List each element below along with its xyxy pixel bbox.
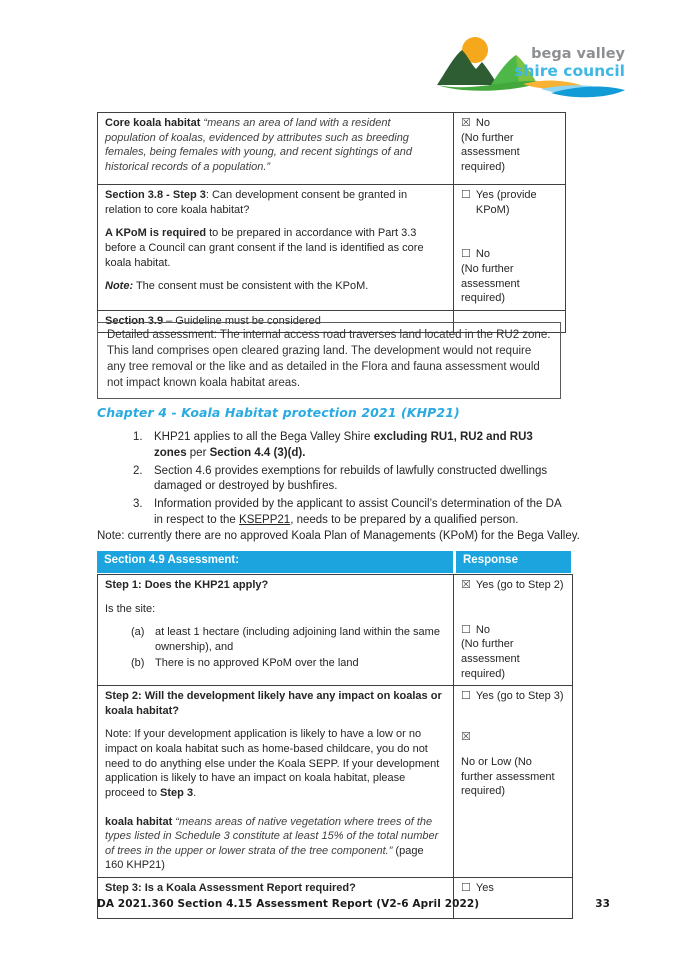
item1-mid: per	[186, 446, 210, 459]
item3-post: , needs to be prepared by a qualified person.	[290, 513, 519, 526]
list-number: 3.	[133, 498, 143, 510]
step1-question-cell	[98, 575, 454, 685]
response-option	[461, 247, 559, 262]
header-response-cell: Response	[456, 551, 571, 573]
page-footer	[97, 898, 610, 910]
response-label: Yes (go to Step 2)	[475, 579, 564, 591]
response-cell	[454, 185, 565, 310]
response-label: Yes (go to Step 3)	[475, 690, 564, 703]
note-bold: Note:	[105, 280, 134, 293]
footer-page-number: 33	[595, 898, 610, 910]
definition-paragraph	[105, 116, 444, 175]
response-label: No or Low (No further assessment required)	[461, 755, 555, 798]
question-paragraph	[105, 188, 444, 217]
section-bold: Section 3.9	[105, 314, 164, 327]
response-option	[461, 578, 566, 593]
checkbox-checked-icon: ☒	[461, 729, 471, 743]
chapter-4-list	[97, 430, 563, 531]
sub-item-b	[105, 656, 444, 671]
table-row-step2	[98, 685, 572, 877]
response-note: (No further assessment required)	[461, 262, 520, 305]
detailed-assessment-box	[97, 322, 561, 399]
response-cell	[454, 113, 565, 184]
note-rest: The consent must be consistent with the KPoM.	[133, 280, 369, 293]
response-option	[461, 623, 566, 638]
table-row	[98, 113, 565, 184]
checkbox-unchecked-icon: ☐	[461, 881, 471, 894]
step2-note-end: .	[193, 786, 197, 799]
list-item-text: Section 4.6 provides exemptions for rebuilds of lawfully constructed dwellings damaged or destroyed by bushfires.	[154, 464, 548, 493]
step1-intro: Is the site:	[105, 602, 156, 615]
sub-item-letter: (b)	[131, 656, 145, 669]
step2-title-bold: Step 2: Will the development likely have any impact on koalas or koala habitat?	[105, 690, 442, 717]
checkbox-checked-icon: ☒	[461, 116, 471, 129]
response-label: Yes (provide KPoM)	[475, 189, 537, 216]
logo-text-line1: bega valley	[531, 46, 625, 62]
sub-item-text: at least 1 hectare (including adjoining land within the same ownership), and	[155, 626, 440, 653]
step2-note	[105, 727, 444, 800]
section-4-9-table-header	[97, 551, 571, 573]
step2-note-bold: Step 3	[160, 786, 194, 799]
sub-item-letter: (a)	[131, 626, 145, 639]
list-number: 2.	[133, 464, 143, 477]
core-koala-habitat-definition-cell	[98, 113, 454, 184]
logo-text-line2: shire council	[514, 62, 625, 80]
response-label: Yes	[475, 882, 494, 894]
response-label: No	[475, 117, 490, 129]
koala-habitat-table	[97, 112, 566, 333]
definition-quote: “means areas of native vegetation where trees of the types listed in Schedule 3 constitute at least 15% of the total number of trees in the upper or lower strata of the tree component.”	[105, 815, 439, 857]
list-item-text	[154, 430, 563, 462]
question-bold: Section 3.8 - Step 3	[105, 189, 206, 201]
step2-title	[105, 689, 444, 718]
step3-title	[105, 881, 444, 896]
section-rest: – Guideline must be considered	[163, 314, 321, 327]
table-row-step1	[98, 575, 572, 685]
checkbox-checked-icon: ☒	[461, 578, 471, 591]
section-3-8-question-cell	[98, 185, 454, 310]
step3-title-bold: Step 3: Is a Koala Assessment Report required?	[105, 882, 356, 894]
response-label: No	[475, 248, 490, 261]
ksepp21-link[interactable]: KSEPP21	[239, 513, 291, 526]
list-item-text	[154, 497, 563, 529]
chapter-4-heading: Chapter 4 - Koala Habitat protection 2021 (KHP21)	[97, 405, 460, 420]
koala-habitat-definition	[105, 815, 444, 874]
step1-title	[105, 578, 444, 593]
response-label: No	[475, 623, 490, 636]
checkbox-unchecked-icon: ☐	[461, 188, 471, 201]
footer-document-title: DA 2021.360 Section 4.15 Assessment Report (V2-6 April 2022)	[97, 898, 480, 910]
step1-title-bold: Step 1: Does the KHP21 apply?	[105, 579, 269, 591]
kpom-bold: A KPoM is required	[105, 227, 207, 240]
kpom-rest: to be prepared in accordance with Part 3.3 before a Council can grant consent if the land is identified as core koala habitat.	[105, 227, 424, 269]
definition-quote: “means an area of land with a resident population of koalas, evidenced by attributes such as breeding females, being females with young, and recent sightings of and historical records of a population.”	[105, 117, 412, 173]
note-paragraph	[105, 279, 444, 294]
table-row	[98, 184, 565, 310]
response-option	[461, 116, 559, 131]
list-item	[97, 497, 563, 529]
item1-pre: KHP21 applies to all the Bega Valley Shire	[154, 431, 374, 443]
response-option	[461, 188, 559, 217]
detailed-assessment-text: Detailed assessment: The internal access road traverses land located in the RU2 zone. This land comprises open cleared grazing land. The development would not require any tree removal or the like and as detailed in the Flora and fauna assessment would not impact known koala habitat areas.	[107, 329, 551, 389]
list-number: 1.	[133, 431, 143, 443]
kpom-paragraph	[105, 226, 444, 270]
response-option	[461, 689, 566, 704]
term-label: Core koala habitat	[105, 117, 204, 129]
list-item	[97, 430, 563, 462]
sub-item-text: There is no approved KPoM over the land	[155, 656, 359, 669]
definition-citation: (page 160 KHP21)	[105, 844, 424, 872]
response-cell	[454, 686, 572, 877]
response-note: (No further assessment required)	[461, 131, 520, 173]
step2-question-cell	[98, 686, 454, 877]
checkbox-unchecked-icon: ☐	[461, 689, 471, 703]
question-rest: : Can development consent be granted in relation to core koala habitat?	[105, 189, 408, 216]
item1-bold: excluding RU1, RU2 and RU3 zones	[154, 431, 533, 459]
step2-note-text: Note: If your development application is likely to have a low or no impact on koala habitat such as home-based childcare, you do not need to do anything else under the Koala SEPP. If your development application is likely to have an impact on koala habitat, please proceed to	[105, 728, 440, 799]
response-option	[461, 730, 566, 743]
response-cell	[454, 575, 572, 685]
header-assessment-cell: Section 4.9 Assessment:	[97, 551, 453, 573]
definition-term: koala habitat	[105, 815, 176, 828]
checkbox-unchecked-icon: ☐	[461, 622, 471, 636]
council-logo-icon	[435, 34, 631, 102]
item1-bold2: Section 4.4 (3)(d).	[209, 446, 306, 459]
kpom-note-line: Note: currently there are no approved Koala Plan of Managements (KPoM) for the Bega Valley.	[97, 530, 580, 542]
sub-item-a	[105, 625, 444, 654]
list-item	[97, 464, 563, 496]
checkbox-unchecked-icon: ☐	[461, 247, 471, 261]
bega-valley-shire-council-logo	[435, 34, 631, 102]
section-4-9-assessment-table	[97, 574, 573, 919]
response-note: (No further assessment required)	[461, 638, 520, 680]
response-option	[461, 881, 566, 896]
item3-pre: Information provided by the applicant to assist Council’s determination of the DA in respect to the	[154, 498, 561, 526]
